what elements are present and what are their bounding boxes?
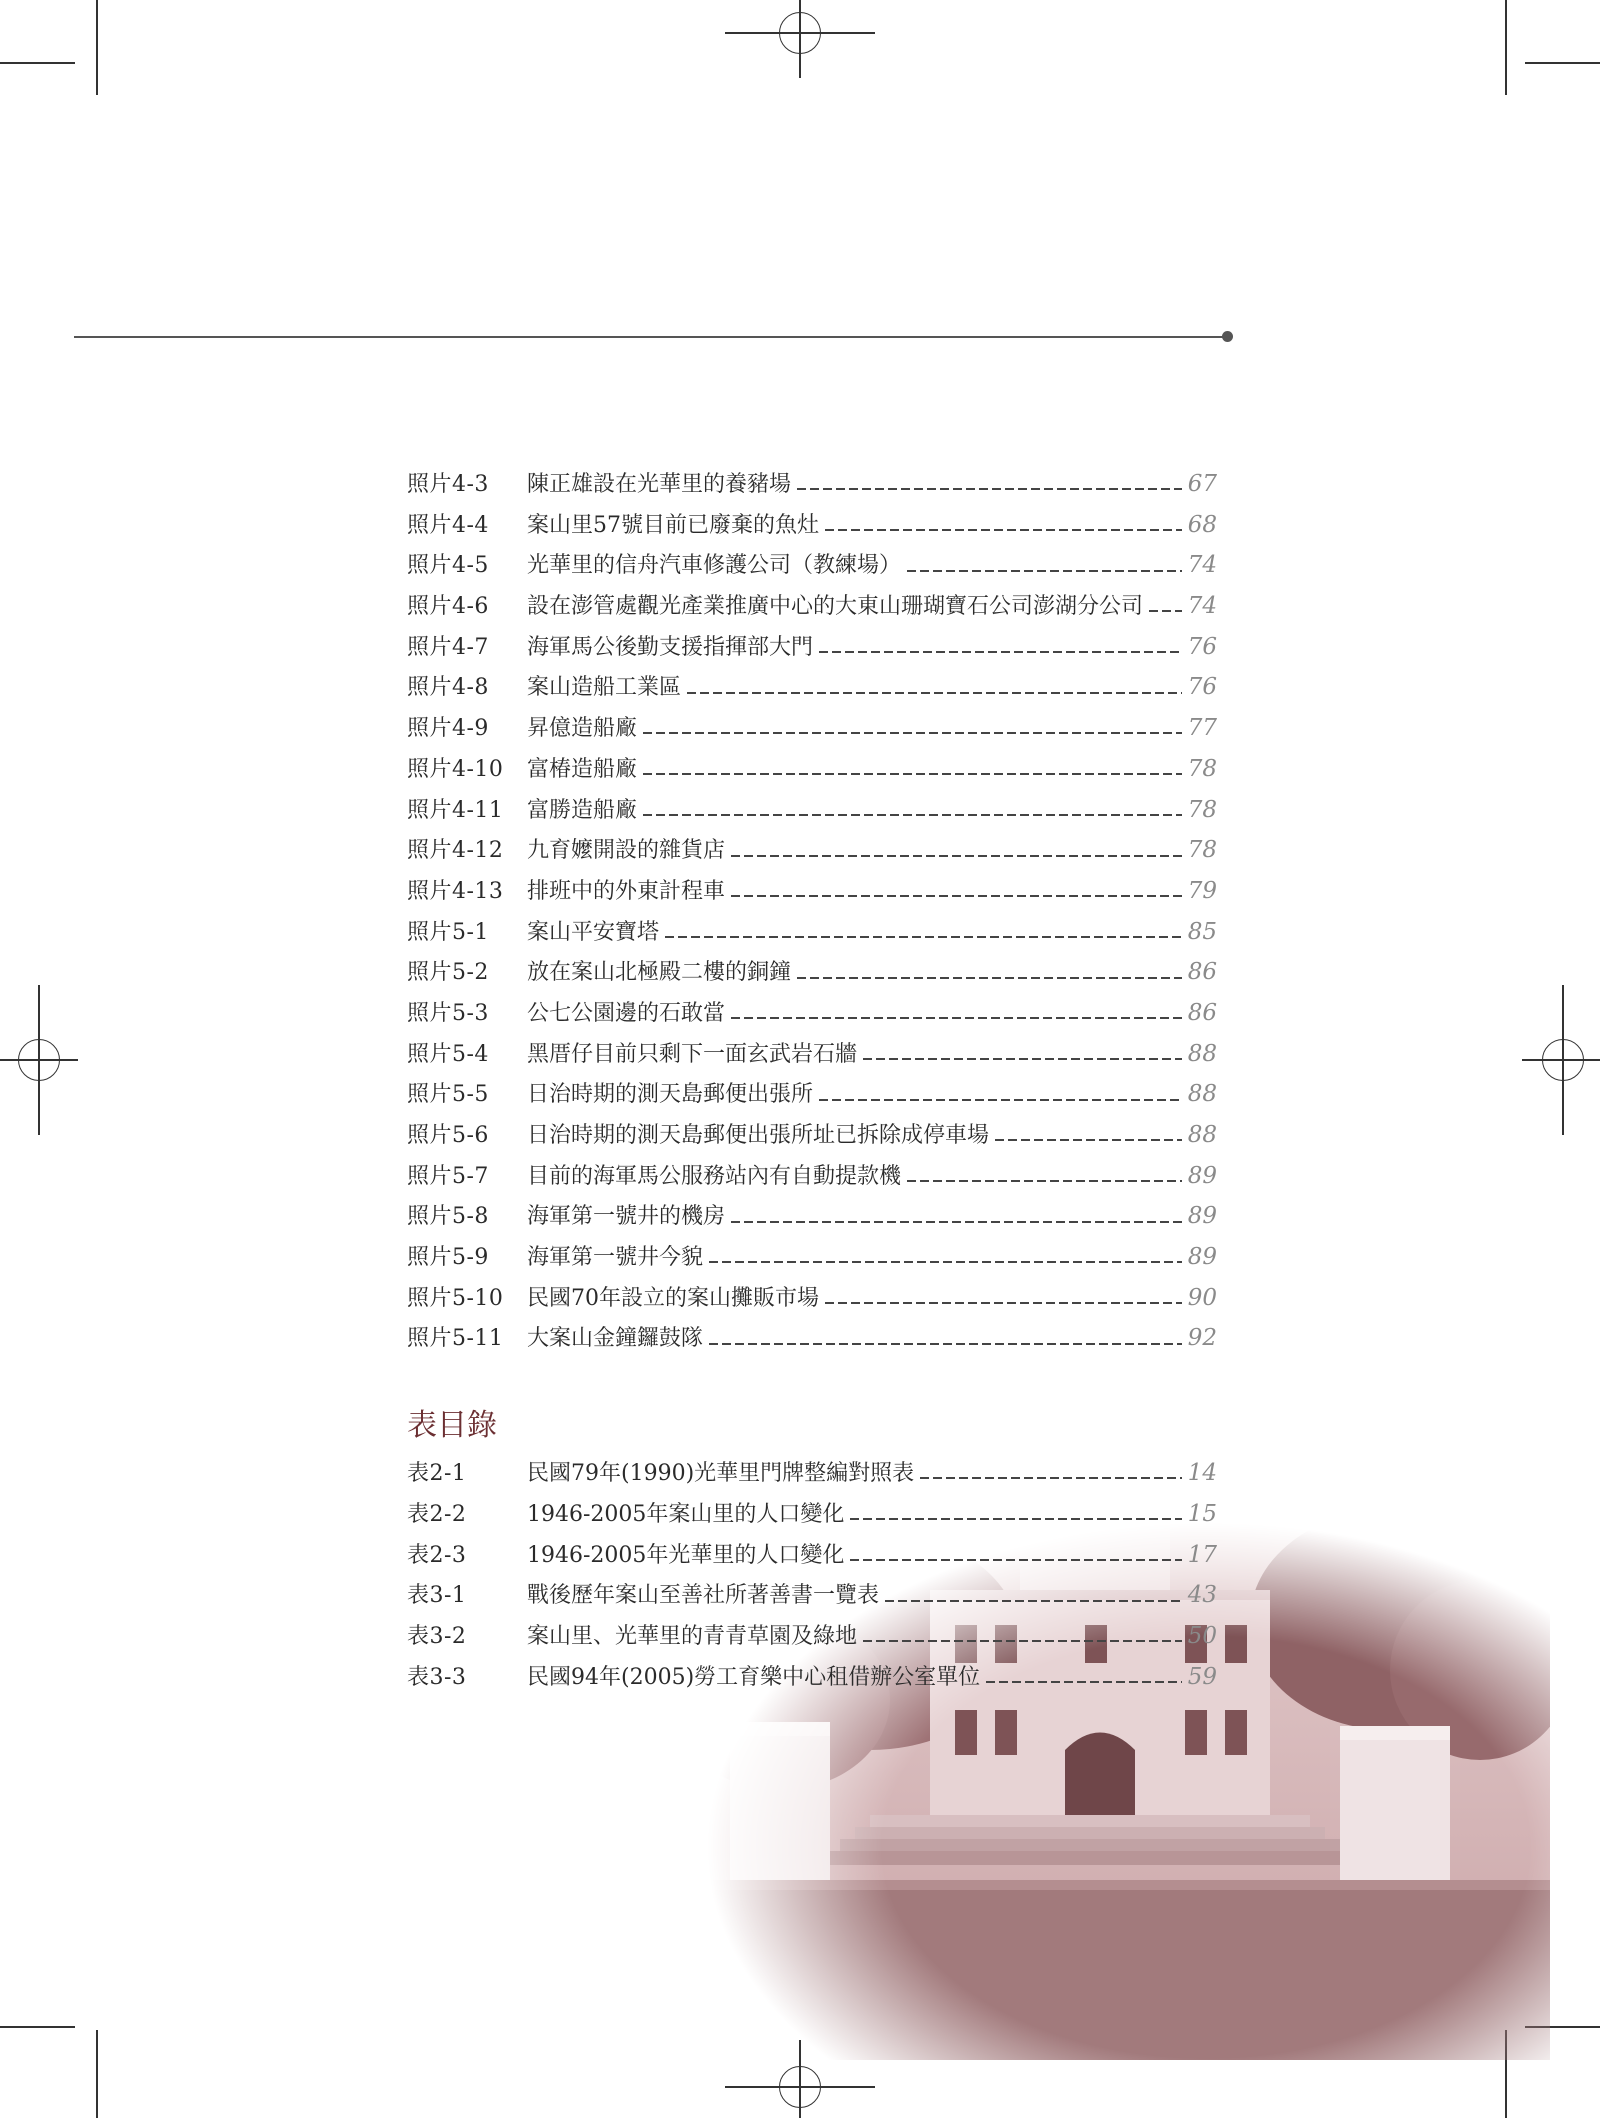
entry-page-number: 89 [1187,1203,1217,1230]
dot-leader [797,977,1182,979]
entry-title: 1946-2005年案山里的人口變化 [527,1501,845,1527]
entry-code: 照片5-1 [407,919,489,945]
entry-title: 目前的海軍馬公服務站內有自動提款機 [527,1163,902,1189]
table-list-entry [407,1456,1217,1497]
photo-list-entry [407,955,1217,996]
entry-page-number: 76 [1187,674,1217,701]
entry-title: 陳正雄設在光華里的養豬場 [527,472,792,497]
entry-title: 日治時期的測天島郵便出張所 [527,1082,814,1108]
entry-page-number: 68 [1187,511,1217,538]
photo-list-entry [407,548,1217,589]
entry-title: 案山平安寶塔 [527,919,660,945]
photo-list-entry [407,508,1217,549]
entry-code: 表2-1 [407,1461,467,1487]
photo-list-entry [407,996,1217,1037]
entry-title: 案山造船工業區 [527,675,682,701]
entry-code: 照片4-13 [407,878,504,904]
entry-page-number: 88 [1187,1081,1217,1108]
entry-title: 排班中的外東計程車 [527,878,726,904]
entry-code: 表2-3 [407,1542,467,1568]
dot-leader [825,529,1182,531]
entry-code: 照片5-7 [407,1163,489,1189]
dot-leader [995,1139,1182,1141]
header-rule-dot [1222,331,1233,342]
entry-title: 放在案山北極殿二樓的銅鐘 [527,960,792,986]
table-list-entry [407,1538,1217,1579]
entry-code: 照片4-10 [407,756,504,782]
entry-code: 照片4-5 [407,553,489,579]
entry-title: 海軍第一號井今貌 [527,1245,704,1271]
dot-leader [819,1099,1182,1101]
table-section-title: 表目錄 [407,1408,497,1444]
photo-list-entry [407,1281,1217,1322]
photo-list-entry [407,467,1217,508]
entry-title: 日治時期的測天島郵便出張所址已拆除成停車場 [527,1123,990,1148]
dot-leader [665,936,1182,938]
entry-page-number: 89 [1187,1244,1217,1271]
photo-list-entry [407,1240,1217,1281]
entry-title: 案山里、光華里的青青草園及綠地 [527,1623,858,1649]
dot-leader [863,1640,1182,1642]
entry-code: 照片4-11 [407,797,504,823]
toc-list [407,467,1217,1700]
header-rule [74,336,1226,338]
entry-title: 1946-2005年光華里的人口變化 [527,1542,845,1568]
entry-code: 照片5-5 [407,1082,489,1108]
entry-code: 表3-1 [407,1583,467,1609]
dot-leader [687,692,1182,694]
entry-page-number: 90 [1187,1284,1217,1311]
entry-title: 戰後歷年案山至善社所著善書一覽表 [527,1583,880,1609]
entry-page-number: 76 [1187,633,1217,660]
entry-title: 大案山金鐘鑼鼓隊 [527,1326,704,1352]
entry-code: 照片4-9 [407,716,489,742]
photo-list-entry [407,1118,1217,1159]
dot-leader [920,1477,1182,1479]
entry-page-number: 59 [1187,1663,1217,1690]
photo-list-entry [407,915,1217,956]
entry-code: 表3-2 [407,1623,467,1649]
dot-leader [986,1681,1182,1683]
entry-title: 民國70年設立的案山攤販市場 [527,1285,819,1311]
photo-list-entry [407,670,1217,711]
entry-page-number: 14 [1187,1460,1217,1487]
entry-page-number: 43 [1187,1582,1217,1609]
entry-code: 照片5-10 [407,1285,504,1311]
dot-leader [863,1058,1182,1060]
entry-code: 照片5-3 [407,1000,489,1026]
table-list [407,1456,1217,1700]
entry-code: 照片4-3 [407,472,489,497]
entry-code: 照片5-6 [407,1123,489,1148]
entry-code: 照片4-12 [407,838,504,864]
dot-leader [907,1180,1182,1182]
dot-leader [819,651,1182,653]
entry-code: 照片5-4 [407,1041,489,1067]
table-list-entry [407,1578,1217,1619]
entry-title: 光華里的信舟汽車修護公司（教練場） [527,553,902,579]
photo-list-entry [407,1037,1217,1078]
entry-page-number: 17 [1187,1541,1217,1568]
entry-page-number: 74 [1187,593,1217,620]
photo-list-entry [407,874,1217,915]
entry-page-number: 85 [1187,918,1217,945]
dot-leader [907,570,1182,572]
dot-leader [797,488,1182,490]
dot-leader [731,855,1182,857]
entry-title: 設在澎管處觀光產業推廣中心的大東山珊瑚寶石公司澎湖分公司 [527,594,1144,620]
entry-page-number: 50 [1187,1622,1217,1649]
photo-list-entry [407,1159,1217,1200]
entry-page-number: 86 [1187,999,1217,1026]
photo-list-entry [407,1077,1217,1118]
entry-page-number: 78 [1187,796,1217,823]
photo-list-entry [407,589,1217,630]
entry-code: 照片5-2 [407,960,489,986]
entry-code: 照片4-4 [407,512,489,538]
entry-code: 照片4-6 [407,594,489,620]
photo-list-entry [407,630,1217,671]
entry-page-number: 88 [1187,1122,1217,1148]
entry-page-number: 88 [1187,1040,1217,1067]
entry-code: 照片5-8 [407,1204,489,1230]
entry-code: 照片4-7 [407,634,489,660]
entry-page-number: 77 [1187,715,1217,742]
dot-leader [643,773,1182,775]
entry-title: 公七公園邊的石敢當 [527,1000,726,1026]
dot-leader [643,732,1182,734]
entry-page-number: 92 [1187,1325,1217,1352]
dot-leader [709,1343,1182,1345]
dot-leader [731,1017,1182,1019]
entry-page-number: 78 [1187,755,1217,782]
dot-leader [643,814,1182,816]
entry-title: 民國79年(1990)光華里門牌整編對照表 [527,1461,915,1487]
entry-page-number: 86 [1187,959,1217,986]
dot-leader [825,1302,1182,1304]
entry-title: 昇億造船廠 [527,716,638,742]
photo-list-entry [407,1321,1217,1362]
dot-leader [709,1261,1182,1263]
entry-page-number: 79 [1187,877,1217,904]
entry-page-number: 78 [1187,837,1217,864]
photo-list-entry [407,833,1217,874]
entry-title: 富椿造船廠 [527,756,638,782]
entry-page-number: 89 [1187,1162,1217,1189]
photo-list-entry [407,793,1217,834]
entry-page-number: 74 [1187,552,1217,579]
dot-leader [731,895,1182,897]
photo-list [407,467,1217,1362]
dot-leader [850,1518,1181,1520]
photo-list-entry [407,711,1217,752]
entry-title: 海軍馬公後勤支援指揮部大門 [527,634,814,660]
dot-leader [731,1221,1182,1223]
entry-code: 照片5-11 [407,1326,504,1352]
entry-title: 富勝造船廠 [527,797,638,823]
entry-code: 表3-3 [407,1664,467,1690]
entry-code: 表2-2 [407,1501,467,1527]
table-list-entry [407,1660,1217,1701]
table-list-entry [407,1619,1217,1660]
entry-code: 照片5-9 [407,1245,489,1271]
table-list-entry [407,1497,1217,1538]
entry-title: 九育嬤開設的雜貨店 [527,838,726,864]
entry-page-number: 67 [1187,471,1217,497]
entry-title: 海軍第一號井的機房 [527,1204,726,1230]
photo-list-entry [407,1199,1217,1240]
entry-page-number: 15 [1187,1500,1217,1527]
dot-leader [850,1559,1181,1561]
entry-title: 黑厝仔目前只剩下一面玄武岩石牆 [527,1041,858,1067]
entry-code: 照片4-8 [407,675,489,701]
photo-list-entry [407,752,1217,793]
dot-leader [1149,610,1182,612]
dot-leader [885,1600,1182,1602]
entry-title: 民國94年(2005)勞工育樂中心租借辦公室單位 [527,1664,981,1690]
entry-title: 案山里57號目前已廢棄的魚灶 [527,512,819,538]
